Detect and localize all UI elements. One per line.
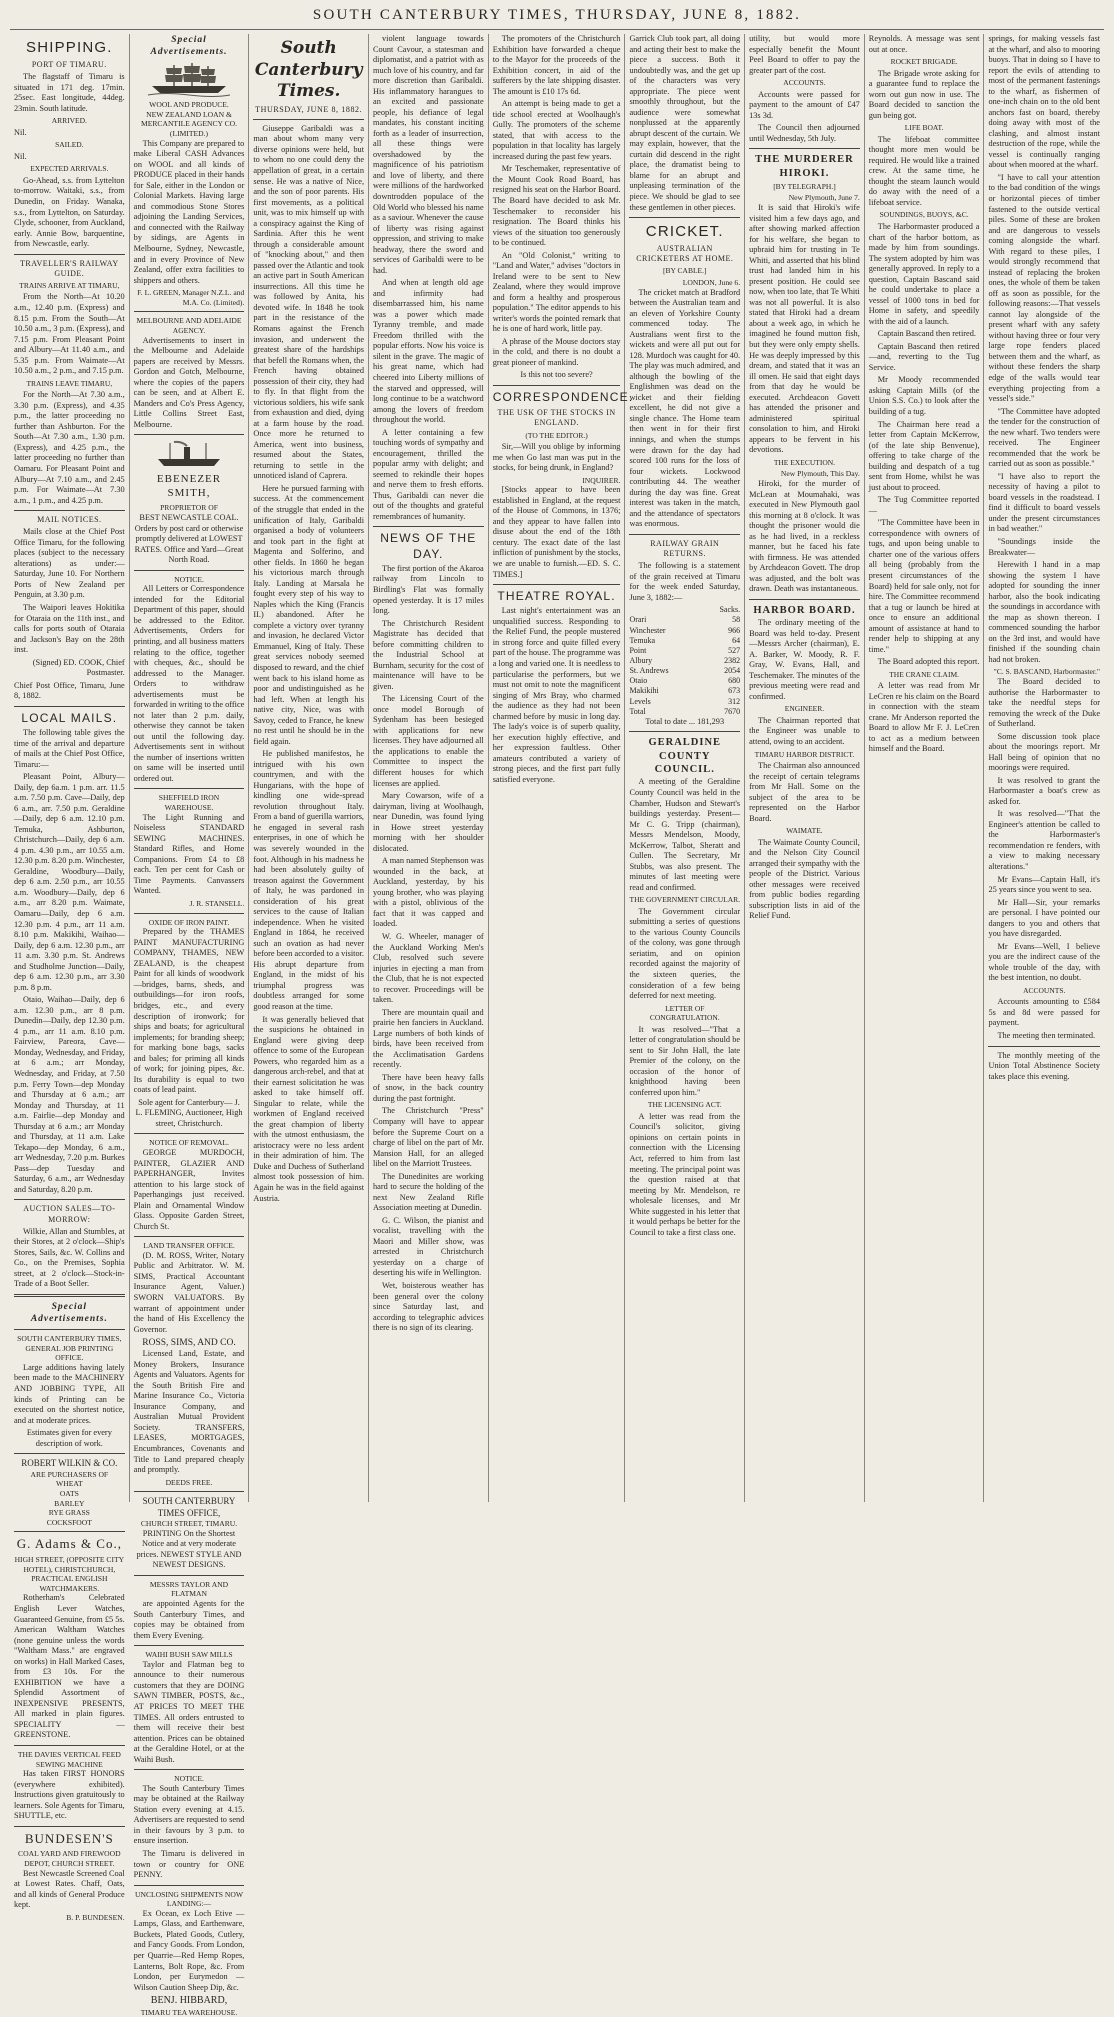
divider xyxy=(14,1826,125,1827)
grain-station: Winchester xyxy=(629,625,666,635)
divider xyxy=(14,1329,125,1330)
cricket-text: The cricket match at Bradford between the Australian team and an eleven of Yorkshire County commenced today. The Australians went first to the wickets and were all put out for 128. Murdoch was caught for 40. The play was much admired, and although the bowling of the Englishmen was dead on the wicket and their fielding excellent, he did not give a single chance. The Home team then went in for their first innings, and when the stumps were drawn for the day had scored 100 runs for the loss of four wickets. Lockwood contributing 44. The weather during the day was fine. Great interest was taken in the match, and the attendance of spectators was enormous. xyxy=(629,287,741,529)
divider xyxy=(749,599,860,600)
tug-committee-text: "The Committee have been in correspondence with owners of tugs, and upon being unable to charter one of the various offers all being (probably from the present circumstances of the Board) held for sale only, not for hire. The Committee recommend that a tug or launch be hired at once to ensure an additional amount of assistance at hand to render help to shipping at any time." xyxy=(868,518,980,654)
ross-sims-sub: DEEDS FREE. xyxy=(165,1477,213,1487)
garibaldi-paragraph: Here he pursued farming with success. At the commencement of the struggle that ended in the unification of Italy, Garibaldi organised a body of volunteers and took part in the fight at Magenta and Solferino, and other fields. In 1860 he began his victorious march through Italy. Landing at Marsala he fought every step of his way to Naples which the King (Francis II.) abandoned. After he complete a victory over tyranny and invasion, he declared Victor Emmanuel, King of Italy. These great services nobody seemed disposed to reward, and the chief went back to his island home as poor and undistinguished as he had left. When at length his native city, Nice, was with Savoy, ceded to France, he knew no rest until he should be in the field again. xyxy=(253,483,365,746)
notice-title: NOTICE. xyxy=(174,574,204,584)
harbor-text-cont: Reynolds. A message was sent out at once. xyxy=(868,34,980,54)
adjourned-text: The Council then adjourned until Wednesday, 5th July. xyxy=(749,123,860,143)
breakwater-title: "Soundings inside the Breakwater— xyxy=(988,536,1100,557)
taylor-text: are appointed Agents for the South Canterbury Times, and copies may be obtained from them Every Evening. xyxy=(133,1599,245,1640)
grain-table-row xyxy=(629,686,740,696)
grain-table-row xyxy=(629,676,740,686)
fenders-resolved: It was resolved—"That the Engineer's attention be called to the Harbormaster's recommendation re fenders, with a view to making necessary alterations." xyxy=(988,809,1100,872)
railway-guide-title: TRAVELLER'S RAILWAY GUIDE. xyxy=(20,258,119,278)
wilkin-item: COCKSFOOT xyxy=(46,1517,92,1527)
bundesen-title: BUNDESEN'S xyxy=(24,1830,114,1846)
column-3 xyxy=(249,34,369,1502)
special-ads-title: Special Advertisements. xyxy=(150,35,228,58)
grain-table xyxy=(629,615,740,706)
news-item: Mr Teschemaker, representative of the Mount Cook Road Board, has resigned his seat on the Harbor Board. The Board have decided to ask Mr. Teschemaker to reconsider his resignation. The Board thinks his views of the situation too generously to be continued. xyxy=(492,164,621,248)
mail-text: Mails close at the Chief Post Office Timaru, for the following places (subject to the necessary alterations) as under:— Saturday, June 10. For Northern Ports of New Zealand per Penguin, at 3.30 p.m. xyxy=(14,527,125,600)
divider xyxy=(629,534,740,535)
murderer-by: [BY TELEGRAPH.] xyxy=(773,181,836,191)
sheffield-text: The Light Running and Noiseless STANDARD SEWING MACHINES. Standard Rifles, and Home Companions. From £4 to £8 each. Ten per cent for Cash or Time Payments. Canvassers Wanted. xyxy=(133,812,245,896)
sheffield-sign: J. R. STANSELL. xyxy=(189,898,245,908)
crane-claim-title: THE CRANE CLAIM. xyxy=(889,669,960,679)
harbor-board-title: HARBOR BOARD. xyxy=(753,604,856,616)
county-text-cont: utility, but would more especially benefit the Mount Peel Board to offer to pay the greater part of the cost. xyxy=(749,34,860,75)
wilkin-item: WHEAT xyxy=(56,1479,83,1489)
grain-station: Albury xyxy=(629,655,653,665)
job-printing-title: SOUTH CANTERBURY TIMES, GENERAL JOB PRINTING OFFICE. xyxy=(17,1333,122,1363)
life-boat-title: LIFE BOAT. xyxy=(904,123,944,133)
arrived-nil: Nil. xyxy=(14,127,27,137)
garibaldi-paragraph: Giuseppe Garibaldi was a man about whom many very diverse opinions were held, but to whom no one could deny the appellation of great, in a certain sense. He was a native of Nice, and the son of poor parents. His first movements, as a political unit, was to mix himself up with a conspiracy against the King of Sardinia. After this he went through a considerable amount of "knocking about," and then passed over the Atlantic and took an active part in South American insurrections. All this time he was followed by Anita, his devoted wife. In 1848 he took part in the resistance of the Romans against the French invasion, and underwent the greatest share of the hardships that befell the Romans when, the French having obtained possession of their city, they had to fly. In that flight from the victorious soldiers, his wife sank from exhaustion and died, dying at a farm house by the road. Once more he returned to America, went into business, resumed about the States, returning to settle in the unnoticed island of Caprera. xyxy=(253,123,365,481)
timaru-district-title: TIMARU HARBOR DISTRICT. xyxy=(754,749,855,759)
wilkin-item: OATS xyxy=(59,1488,79,1498)
nz-loan-text: This Company are prepared to make Liberal CASH Advances on WOOL and all kinds of PRODUCE placed in their hands for Sale, either in the London or Colonial Markets. Having large and commodious Stone Stores adjoining the Landing Services, and connected with the Railway by sidings, are Agents in Melbourne, Sydney, Newcastle, and in every Province of New Zealand, offer extra facilities to shippers and others. xyxy=(133,138,245,285)
waihi-title: WAIHI BUSH SAW MILLS xyxy=(145,1650,233,1660)
divider xyxy=(134,570,245,571)
divider xyxy=(134,1575,245,1576)
bundesen-sign: B. P. BUNDESEN. xyxy=(66,1912,125,1922)
divider xyxy=(134,1236,245,1237)
ebenezer-smith-text: BEST NEWCASTLE COAL. Orders by post card or otherwise promptly delivered at LOWEST RATES. Office and Yard—Great North Road. xyxy=(134,513,244,565)
cricket-by: [BY CABLE.] xyxy=(663,266,707,276)
meeting-terminated: The meeting then terminated. xyxy=(997,1030,1096,1040)
news-item: G. C. Wilson, the pianist and vocalist, travelling with the Maori and Miller show, was arrested in Christchurch yesterday on a charge of deserting his wife in Wellington. xyxy=(373,1215,484,1278)
divider xyxy=(134,913,245,914)
news-item: An attempt is being made to get a tide school erected at Woolhaugh's Gully. The promoters of the scheme stated, that with access to the population in that locality has largely increased during the past few years. xyxy=(492,99,621,161)
taylor-title: MESSRS TAYLOR AND FLATMAN xyxy=(149,1579,229,1599)
grain-station: Levels xyxy=(629,696,651,706)
column-6 xyxy=(625,34,745,1502)
railway-returns-intro: The following is a statement of the grain received at Timaru for the week ended Saturday, June 3, 1882:— xyxy=(629,561,741,602)
land-transfer-text: (D. M. ROSS, Writer, Notary Public and Arbitrator. W. M. SIMS, Practical Accountant Insurance Agent, Valuer.) SWORN VALUATORS. By warrant of appointment under the hand of His Excellency the Governor. xyxy=(133,1250,245,1334)
county-council-title: GERALDINE COUNTY COUNCIL. xyxy=(648,737,722,776)
crane-claim-text: A letter was read from Mr LeCren re his claim on the Board in connection with the steam crane. Mr Anderson reported the Board to allow Mr F. J. LeCren to act as a medium between himself and the Board. xyxy=(868,681,980,754)
news-item: The Licensing Court of the once model Borough of Sydenham has been besieged with applications for new licenses. They have adjourned all the applications to enable the Committee to inspect the different houses for which licenses are applied. xyxy=(373,694,484,788)
grain-sacks: 312 xyxy=(728,696,741,706)
grain-sacks: 2054 xyxy=(724,666,741,676)
news-of-the-day-title: NEWS OF THE DAY. xyxy=(380,531,477,561)
local-text: Pleasant Point, Albury—Daily, dep 6a.m. 1 p.m. arr. 11.5 a.m. 7.50 p.m. Cave—Daily, dep 6 a.m., arr. 7.50 p.m. Geraldine—Daily, dep 6 a.m. 12.10 p.m. Temuka, Ashburton, Christchurch—Daily, dep 6 a.m. 4 p.m. 4.30 p.m., arr 10.55 a.m. 12.30 p.m. 8.20 p.m. Winchester, Geraldine, Woodbury—Daily, dep 6 a.m. 2.50 p.m., arr 10.55 a.m. Woodbury—Daily, dep 6 a.m., arr 8.20 p.m. Waimate, Oamaru—Daily, dep 6 a.m. 12.30 p.m. 4 p.m., arr 11 a.m. 8.10 p.m. Makikihi, Waihao—Daily, dep 6 a.m. 12.30 p.m., arr 11 a.m. 3.30 p.m. St. Andrews and Studholme Junction—Daily, dep 6 a.m. 12.30 p.m., arr 3.30 p.m. 8 p.m. xyxy=(14,772,125,992)
divider xyxy=(134,1133,245,1134)
nz-loan-title: NEW ZEALAND LOAN & MERCANTILE AGENCY CO. (LIMITED.) xyxy=(140,109,238,139)
divider xyxy=(14,510,125,511)
column-8 xyxy=(865,34,985,1502)
wool-title: WOOL AND PRODUCE. xyxy=(149,100,229,110)
execution-place: New Plymouth, This Day. xyxy=(780,469,860,479)
column-1 xyxy=(10,34,130,1922)
sailed-nil: Nil. xyxy=(14,151,27,161)
grain-station: Point xyxy=(629,645,647,655)
grain-station: Temuka xyxy=(629,635,656,645)
columns xyxy=(10,34,1104,2017)
divider xyxy=(14,1531,125,1532)
special-ads-title: Special Advertisements. xyxy=(30,1301,108,1324)
bundesen-text: Best Newcastle Screened Coal at Lowest Rates. Chaff, Oats, and all kinds of General Produce kept. xyxy=(14,1868,125,1910)
evans-remark: Mr Evans—Captain Hall, it's 25 years since you went to sea. xyxy=(988,874,1100,895)
county-council-text: A meeting of the Geraldine County Council was held in the Chamber, Hudson and Stewart's buildings yesterday. Present—Mr C. G. Tripp (chairman), Messrs Mendelson, Moody, McKerrow, Talbot, Sheratt and Cullen. The Secretary, Mr Stubbs, was also present. The minutes of last meeting were read and confirmed. xyxy=(629,777,741,892)
tug-service: Captain Bascand then retired—and, reverting to the Tug Service. xyxy=(868,341,980,372)
grain-station: St. Andrews xyxy=(629,666,669,676)
union-society-notice: The monthly meeting of the Union Total Abstinence Society takes place this evening. xyxy=(988,1050,1100,1081)
correspondence-to: (TO THE EDITOR.) xyxy=(525,430,588,440)
news-item: The Dunedinites are working hard to secure the holding of the next New Zealand Rifle Association meeting at Dunedin. xyxy=(373,1171,484,1213)
divider xyxy=(988,1046,1100,1047)
oxide-sign: Sole agent for Canterbury— J. L. FLEMING, Auctioneer, High street, Christchurch. xyxy=(135,1097,243,1128)
divider xyxy=(493,584,621,585)
harbormaster-report: "I have to call your attention to the bad condition of the wings or horizontal pieces of timber fastened to the outside vertical piles. Some of these are broken and are dangerous to vessels coming alongside the wharf. With regard to these piles, I would strongly recommend that instead of replacing the broken ones, the whole of them be taken off as soon as possible, for the following reasons:—That vessels cannot lay alongside of the present wharf with any safety without having three or four very large rope fenders placed between them and the wharf, as without these fenders the sharp edge of the walls would tear everything projecting from a vessel's side." xyxy=(988,172,1100,404)
murderer-place: New Plymouth, June 7. xyxy=(788,193,860,203)
news-item: W. G. Wheeler, manager of the Auckland Working Men's Club, resolved such severe injuries in ejecting a man from the Club, that he is not expected to recover. Proceedings will be taken. xyxy=(373,931,484,1005)
letter-title: LETTER OF CONGRATULATION. xyxy=(649,1003,720,1023)
grain-table-row xyxy=(629,646,740,656)
accounts-text: Accounts were passed for payment to the amount of £47 13s 3d. xyxy=(749,89,860,120)
adams-title: G. Adams & Co., xyxy=(16,1536,122,1552)
boat-crew-resolved: It was resolved to grant the Harbormaster a boat's crew as asked for. xyxy=(988,775,1100,806)
garibaldi-paragraph: He published manifestos, he intrigued with his own countrymen, and with the Hungarians, with the hope of kindling one wide-spread revolution throughout Italy. From a band of guerilla warriors, he engaged in several rash enterprises, in one of which he was severely wounded in the foot. Although in his madness he had been absolutely guilty of treason against the Government of Italy, he was pardoned in consideration of his great services to the cause of Italian independence. When he visited England in 1864, he received such an ovation as had never before been accorded to a visitor. His abrupt departure from England, in the midst of his triumphal progress was doubtless arranged for some good reason at the time. xyxy=(253,749,365,1011)
port-intro: The flagstaff of Timaru is situated in 171 deg. 17min. 25sec. East longitude, 44deg. 23min. South latitude. xyxy=(14,72,125,113)
ebenezer-smith-title: EBENEZER SMITH, xyxy=(156,473,222,500)
bundesen-sub: COAL YARD AND FIREWOOD DEPOT, CHURCH STREET. xyxy=(18,1849,121,1868)
divider xyxy=(749,148,860,149)
shipments-text: Ex Ocean, ex Loch Etive — Lamps, Glass, and Earthenware, Buckets, Plated Goods, Cutlery, and Fancy Goods. From London, per Quarrie—Red Hemp Ropes, Lanterns, Bolt Rope, &c. From London, per Eurymedon — Wilson Caution Sheep Dip, &c. xyxy=(133,1908,245,1992)
breakwater-text: Herewith I hand in a map showing the system I have adopted for sounding the inner harbor, also the book indicating the soundings in accordance with the map as shown thereon. I commenced sounding the harbor on the 3rd inst, and would have finished if the sounding chain had not broken. xyxy=(988,560,1100,664)
expected-text: Go-Ahead, s.s. from Lyttelton to-morrow. Waitaki, s.s., from Dunedin, on Friday. Wanaka, s.s., from Lyttelton, on Saturday. Clyde, schooner, from Auckland, early. Annie Bow, barquentine, from Newcastle, early. xyxy=(14,175,125,249)
oxide-title: OXIDE OF IRON PAINT. xyxy=(148,917,230,927)
trains-leave-text: For the North—At 7.30 a.m., 3.30 p.m. (Express), and 4.35 p.m., the latter proceeding no further than Ashburton. For the South—At 7.30 a.m., 1.30 p.m. (Express), and 4.25 p.m., the latter proceeding no further than Oamaru. For Pleasant Point and Albury—At 7.10 a.m., and 2.45 p.m. For Waimate—At 7.30 a.m., 1 p.m., and 4.25 p.m. xyxy=(14,390,125,505)
engineer-title: ENGINEER. xyxy=(784,704,825,714)
rocket-brigade-title: ROCKET BRIGADE. xyxy=(890,57,958,67)
grain-station: Otaio xyxy=(629,676,648,686)
cricket-title: CRICKET. xyxy=(645,223,724,241)
divider xyxy=(493,385,621,386)
harbormaster-sign: "C. S. BASCAND, Harbormaster." xyxy=(993,667,1100,677)
mail-notices-title: MAIL NOTICES. xyxy=(37,515,102,525)
divider xyxy=(14,706,125,707)
port-title: PORT OF TIMARU. xyxy=(31,60,107,70)
sheffield-title: SHEFFIELD IRON WAREHOUSE. xyxy=(158,793,220,813)
trains-leave-title: TRAINS LEAVE TIMARU, xyxy=(26,378,113,388)
grain-table-row xyxy=(629,656,740,666)
local-intro: The following table gives the time of the arrival and departure of mails at the Chief Post Office, Timaru:— xyxy=(14,727,125,769)
wreck-authorised: The Board decided to authorise the Harbormaster to take the needful steps for removing the wreck of the Duke of Sutherland. xyxy=(988,676,1100,729)
divider xyxy=(14,1745,125,1746)
divider xyxy=(134,1885,245,1886)
divider xyxy=(134,788,245,789)
wilkin-item: BARLEY xyxy=(54,1498,85,1508)
divider xyxy=(134,434,245,435)
grain-total-row xyxy=(629,707,740,717)
execution-title: THE EXECUTION. xyxy=(773,457,836,467)
wilkin-title: ROBERT WILKIN & CO. xyxy=(21,1458,118,1469)
notice-2-text-2: The Timaru is delivered in town or country for ONE PENNY. xyxy=(133,1849,245,1880)
chairman-letter: The Chairman here read a letter from Captain McKerrow, (of the late ship Benvenue), offering to take charge of the building and despatch of a tug sent from Home, whilst he was just about to proceed. xyxy=(868,419,980,492)
sailing-ship-icon xyxy=(144,62,234,96)
grain-sacks: 527 xyxy=(728,645,741,655)
column-4 xyxy=(369,34,489,1502)
murderer-title: THE MURDERER HIROKI. xyxy=(755,154,854,179)
column-2 xyxy=(130,34,250,2017)
divider xyxy=(134,1645,245,1646)
melbourne-text: Advertisements to insert in the Melbourne and Adelaide papers are received by Messrs. Gordon and Gotch, Melbourne, where the copies of the papers can be seen, and at Albert E. Manders and Co's Press Agency, Little Collins Street East, Melbourne. xyxy=(133,335,245,429)
davies-title: THE DAVIES VERTICAL FEED SEWING MACHINE xyxy=(17,1749,121,1769)
news-item: Mary Cowarson, wife of a dairyman, living at Woolhaugh, near Dunedin, was found lying in Howe street yesterday morning with her shoulder dislocated. xyxy=(373,791,484,853)
sct-office-title: SOUTH CANTERBURY TIMES OFFICE, xyxy=(142,1496,236,1518)
accounts-title: ACCOUNTS. xyxy=(1023,985,1066,995)
hibbard-sub: TIMARU TEA WAREHOUSE. xyxy=(140,2007,238,2017)
rocket-brigade-text: The Brigade wrote asking for a guarantee fund to replace the worn out gun now in use. The Board decided to sanction the gun being got. xyxy=(868,68,980,120)
grain-table-row xyxy=(629,697,740,707)
theatre-text-cont: Garrick Club took part, all doing and acting their best to make the piece a success. Both it undoubtedly was, and the get up of the characters was very appropriate. The piece went smoothly throughout, but the audience were somewhat nonplussed at the apparently abrupt descent of the curtain. We may explain, however, that the curtain did descend in the right place, the dramatist being to blame for an abrupt and unpleasing termination of the piece. We should be glad to see these gentlemen in other pieces. xyxy=(629,34,741,212)
grain-sacks: 64 xyxy=(732,635,741,645)
ebenezer-smith-sub: PROPRIETOR OF xyxy=(160,503,218,513)
paper-date: THURSDAY, JUNE 8, 1882. xyxy=(255,104,363,114)
trains-arrive-text: From the North—At 10.20 a.m., 12.40 p.m. (Express) and 8.15 p.m. From the South—At 10.50 a.m., 3 p.m. (Express), and 7.15 p.m. From Pleasant Point and Albury—At 11.40 a.m., and 5.35 p.m. From Waimate—At 10.50 a.m., 2 p.m., and 7.15 p.m. xyxy=(14,292,125,376)
expected-heading: EXPECTED ARRIVALS. xyxy=(30,164,109,174)
correspondence-reply: [Stocks appear to have been established in England, at the request of the House of Commons, in 1376; and they appear to have fallen into disuse about the end of the 18th century. The exact date of the last infliction of punishment by the stocks, we are unable to furnish.—ED. S. C. TIMES.] xyxy=(492,485,621,579)
grain-sacks: 673 xyxy=(728,686,741,696)
cricket-place: LONDON, June 6. xyxy=(682,277,741,287)
grain-grand-total: Total to date ... 181,293 xyxy=(645,716,725,726)
column-5 xyxy=(489,34,634,1502)
divider xyxy=(134,1769,245,1770)
soundings-text: The Harbormaster produced a chart of the harbor bottom, as made by him from soundings. The system adopted by him was generally approved. In reply to a question, Captain Bascand said he could undertake to place a vessel of 1000 tons in bed for Home in safety, and speedily with the aid of a launch. xyxy=(868,221,980,326)
mail-sign-2: Chief Post Office, Timaru, June 8, 1882. xyxy=(14,680,125,701)
divider xyxy=(253,119,364,120)
news-item: The Christchurch "Press" Company will have to appear before the Supreme Court on a charge of libel on the part of Mr. Mansion Hall, for an alleged libel on the Marriott Trustees. xyxy=(373,1106,484,1169)
correspondence-text: Sir,—Will you oblige by informing me when Go last man was put in the stocks, for being drunk, in England? xyxy=(492,442,621,473)
column-7 xyxy=(745,34,865,1502)
local-mails-title: LOCAL MAILS. xyxy=(21,710,118,725)
grain-table-row xyxy=(629,615,740,625)
auction-text: Wilkie, Allan and Stumbles, at their Stores, at 2 o'clock—Ship's Stores, Sails, &c. W. Collins and Co., on the Premises, Sophia street, at 2 o'clock—Stock-in-Trade of a Boot Seller. xyxy=(14,1226,125,1289)
steamship-icon xyxy=(154,439,224,469)
gov-circular-text: The Government circular submitting a series of questions to the various County Councils of the colony, was gone through seriatim, and on opinion recorded against the majority of the sixteen queries, the consideration of a few being deferred for next meeting. xyxy=(629,906,741,1001)
grain-station: Orari xyxy=(629,615,647,625)
arrived-heading: ARRIVED. xyxy=(51,116,87,126)
grain-table-unit: Sacks. xyxy=(719,605,741,615)
land-transfer-title: LAND TRANSFER OFFICE. xyxy=(143,1241,235,1251)
railway-returns-title: RAILWAY GRAIN RETURNS. xyxy=(650,538,720,558)
correspondence-subtitle: THE USK OF THE STOCKS IN ENGLAND. xyxy=(497,408,616,428)
grain-station: Makikihi xyxy=(629,686,659,696)
shipping-title: SHIPPING. xyxy=(26,39,113,56)
news-item: There are mountain quail and prairie hen fanciers in Auckland. Large numbers of both kinds of birds, have been received from the Acclimatisation Gardens recently. xyxy=(373,1007,484,1070)
job-printing-text: Large additions having lately been made to the MACHINERY AND JOBBING TYPE, All kinds of Printing can be executed on the shortest notice, and at moderate prices. xyxy=(14,1362,125,1425)
harbormaster-report: "The Committee have adopted the tender for the construction of the new wharf. Two tenders were received. The Engineer recommended that the work be carried out as soon as possible." xyxy=(988,406,1100,469)
news-item: The first portion of the Akaroa railway from Lincoln to Birdling's Flat was formally opened yesterday. It is 17 miles long. xyxy=(373,563,484,616)
grain-table-row xyxy=(629,626,740,636)
waimate-text: The Waimate County Council, and the Nelson City Council arranged their sympathy with the people of the District. Various other messages were received from public bodies regarding subscription lists in aid of the Relief Fund. xyxy=(749,837,860,921)
adams-text: HIGH STREET, (OPPOSITE CITY HOTEL), CHRISTCHURCH, PRACTICAL ENGLISH WATCHMAKERS. xyxy=(14,1554,125,1593)
grain-sacks: 2382 xyxy=(724,655,741,665)
mail-signed: (Signed) ED. COOK, Chief Postmaster. xyxy=(32,657,125,678)
melbourne-title: MELBOURNE AND ADELAIDE AGENCY. xyxy=(136,316,242,336)
harbormaster-report: "I have also to report the necessity of having a pilot to board vessels in the roadstead. I find it difficult to board vessels under the present circumstances in bad weather." xyxy=(988,471,1100,534)
accounts-title: ACCOUNTS. xyxy=(783,78,826,88)
harbor-board-text: The ordinary meeting of the Board was held to-day. Present—Messrs Archer (chairman), E. A. Barker, W. Moody, R. F. Gray, W. Evans, Hall, and Teschemaker. The minutes of the previous meeting were read and confirmed. xyxy=(749,618,860,701)
garibaldi-paragraph: And when at length old age and infirmity had disembarrassed him, his name was a power which made Tyranny tremble, and made Freedom thrilled with the popular efforts. Now his voice is silent in the grave. The magic of his great name, which had cheered into Liberty millions of the starved and oppressed, will long continue to be a watchword among the lovers of freedom throughout the world. xyxy=(373,278,484,425)
divider xyxy=(629,731,740,732)
divider xyxy=(14,1453,125,1454)
grain-table-row xyxy=(629,666,740,676)
engineer-text: The Chairman reported that the Engineer was unable to attend, owing to an accident. xyxy=(749,715,860,747)
grain-sacks: 680 xyxy=(728,676,741,686)
tug-committee-title: The Tug Committee reported — xyxy=(868,495,980,515)
notice-2-text: The South Canterbury Times may be obtained at the Railway Station every evening at 4.15. Advertisers are requested to send in their favours by 3 p.m. to ensure insertion. xyxy=(133,1783,245,1846)
shipments-title: UNCLOSING SHIPMENTS NOW LANDING:— xyxy=(135,1889,244,1909)
bascand-retired: Captain Bascand then retired. xyxy=(877,329,976,339)
soundings-title: SOUNDINGS, BUOYS, &C. xyxy=(879,210,969,220)
moorings-discussion: Some discussion took place about the moorings report. Mr Hall being of opinion that no moorings were required. xyxy=(988,731,1100,773)
waimate-title: WAIMATE. xyxy=(786,826,823,836)
divider xyxy=(134,1491,245,1492)
paper-nameplate: South Canterbury Times. xyxy=(254,38,363,102)
mail-text-2: The Waipori leaves Hokitika for Otaraia on the 11th inst., and calls for ports south of Otaraia and Jackson's Bay on the 28th inst. xyxy=(14,602,125,655)
news-item: A man named Stephenson was wounded in the back, at Auckland, yesterday, by his young brother, who was playing with a pistol, oblivious of the fact that it was capped and loaded. xyxy=(373,856,484,929)
grain-total-value: 7670 xyxy=(724,706,741,716)
removal-title: NOTICE OF REMOVAL. xyxy=(149,1138,229,1148)
harbormaster-report: springs, for making vessels fast at the wharf, and also to mooring buoys. That in doing so I have to report the evils of attending to most of the permanent fastenings to the wharf, as fishermen of one-inch chain on to the old bent anchors fast on board, thereby doing away with most of the clashing, and almost instant destruction of the rope, while the vessel is continually ranging about when moored at the wharf. xyxy=(988,34,1100,170)
divider xyxy=(14,1199,125,1200)
theatre-royal-title: THEATRE ROYAL. xyxy=(497,589,616,604)
moody-recommend: Mr Moody recommended asking Captain Mills (of the Union S.S. Co.) to look after the building of a tug. xyxy=(868,375,980,417)
grain-total-label: Total xyxy=(629,706,646,716)
waihi-text: Taylor and Flatman beg to announce to their numerous customers that they are DOING SAWN TIMBER, POSTS, &c., AT PRICES TO MEET THE TIMES. All orders entrusted to them will receive their best attention. Prices can be obtained at the Geraldine Hotel, or at the Waihi Bush. xyxy=(133,1659,245,1764)
evans-remark-2: Mr Evans—Well, I believe you are the indirect cause of the whole trouble of the day, with the best intention, no doubt. xyxy=(988,941,1100,983)
cricket-subtitle: AUSTRALIAN CRICKETERS AT HOME. xyxy=(636,244,734,264)
ross-sims-text: Licensed Land, Estate, and Money Brokers, Insurance Agents and Valuators. Agents for the South British Fire and Marine Insurance Co., Victoria Insurance Company, and Australian Mutual Provident Society. TRANSFERS, LEASES, MORTGAGES, Encumbrances, Covenants and Title to Land prepared cheaply and promptly. xyxy=(133,1349,245,1475)
sailed-heading: SAILED. xyxy=(55,140,84,150)
sct-office-text: PRINTING On the Shortest Notice and at very moderate prices. NEWEST STYLE AND NEWEST DESIGNS. xyxy=(136,1528,242,1570)
wilkin-item: RYE GRASS xyxy=(48,1508,90,1518)
garibaldi-paragraph: It was generally believed that the suspicions he obtained in England were giving deep offence to some of the European Powers, who regarded him as a dangerous arch-rebel, and that at their earnest solicitation he was asked to take himself off. Singular to relate, while the workmen of England received the great champion of liberty with the utmost enthusiasm, the aristocracy were no less ardent in their admiration of him. The Duke and Duchess of Sutherland almost took possession of him. Again he was in the field against Austria. xyxy=(253,1014,365,1203)
nz-loan-sign: F. L. GREEN, Manager N.Z.L. and M.A. Co. (Limited). xyxy=(137,288,245,307)
masthead: SOUTH CANTERBURY TIMES, THURSDAY, JUNE 8, 1882. xyxy=(10,6,1104,30)
local-text-2: Otaio, Waihao—Daily, dep 6 a.m. 12.30 p.m., arr 8 p.m. Dunedin—Daily, dep 12.30 p.m. 4 p.m., arr 11 a.m. 8.10 p.m. Fairview, Pareora, Cave—Monday, Wednesday, and Friday, at 6 a.m.; arr Monday, Wednesday, and Friday, at 7.50 p.m. Ferry Town—dep Monday and Thursday at 6 a.m.; arr Monday and Thursday, at 11 a.m. Fairlie—dep Monday and Thursday at 6 a.m.; arr Monday and Thursday, at 11 a.m. Lake Tekapo—dep Monday, 6 a.m., arr Wednesday, 7.20 p.m. Burkes Pass—dep Tuesday and Saturday, 6 a.m., arr Wednesday and Saturday, 8.20 p.m. xyxy=(14,995,125,1194)
garibaldi-paragraph: A letter containing a few touching words of sympathy and encouragement, thrilled the popular army with delight; and seemed to rekindle their hopes and nerve them to fresh efforts. Thus, Garibaldi can never die out of the thoughts and grateful remembrances of humanity. xyxy=(373,427,484,521)
notice-text: All Letters or Correspondence intended for the Editorial Department of this paper, should be addressed to the Editor. Advertisements, Orders for printing, and all business matters relating to the office, together with cheques, &c., should be addressed to the Manager. Orders to withdraw advertisements must be forwarded in writing to the office not later than 2 p.m. daily, otherwise they cannot be taken out until the following day. Advertisements sent in without the number of insertions written on same will be inserted until ordered out. xyxy=(133,584,245,783)
notice-2-title: NOTICE. xyxy=(174,1774,204,1784)
board-adopted: The Board adopted this report. xyxy=(877,657,980,667)
licensing-title: THE LICENSING ACT. xyxy=(647,1100,722,1110)
column-9 xyxy=(984,34,1104,1502)
theatre-text: Last night's entertainment was an unqualified success. Responding to the Relief Fund, the people mustered in strong force and quite filled every part of the house. The programme was a long and varied one. It is needless to particularise the performers, but we must not omit to note the magnificent singing of Mrs Bray, who charmed the audience as they had not been charmed before by music in long day. The lady's voice is of superb quality, her execution highly effective, and her expression faultless. Other amateurs contributed a variety of strong pieces, and the first part fully satisfied everyone. xyxy=(492,606,621,784)
divider xyxy=(14,254,125,255)
adams-text-2: Rotherham's Celebrated English Lever Watches, Guaranteed Genuine, from £5 5s. American Waltham Watches (none genuine unless the words "Waltham Mass." are engraved on works) in Hall Marked Cases, from £3 10s. For the EXHIBITION we have a Splendid Assortment of INEXPENSIVE PRESENTS, All marked in plain figures. SPECIALITY — GREENSTONE. xyxy=(14,1593,125,1740)
job-printing-estimates: Estimates given for every description of work. xyxy=(26,1428,112,1448)
grain-sacks: 58 xyxy=(732,615,741,625)
murderer-text: It is said that Hiroki's wife visited him a few days ago, and after showing marked affection for his welfare, she began to upbraid him for trusting in Te Whiti, and asserted that his blind trust had landed him in his present position. He could see now, when too late, that Te Whiti was not all powerful. It is also stated that Hiroki had a dream about a week ago, in which he imagined he found mutton fish, but they were only empty shells. He was deeply impressed by this dream, and stated that it was an ill omen. He said that eight days from that day he would be executed. Archdeacon Govett has attended the prisoner and administered spiritual consolation to him, and Hiroki appears to be fervent in his devotions. xyxy=(749,203,860,455)
grain-sacks: 966 xyxy=(728,625,741,635)
accounts-text: Accounts amounting to £584 5s and 8d were passed for payment. xyxy=(988,997,1100,1028)
licensing-text: A letter was read from the Council's solicitor, giving opinions on certain points in connection with the Licensing Act, referred to him from last meeting. The principal point was the question raised at that meeting by Mr. Mendelson, re wholesale licenses, and Mr White suggested in his letter that it would perhaps be better for the Council to take a first class one. xyxy=(629,1111,741,1237)
divider xyxy=(134,311,245,312)
divider xyxy=(373,526,484,527)
life-boat-text: The lifeboat committee thought more men would be required. He would like a trained crew. At the same time, he thought the steam launch would do away with the need of a lifeboat service. xyxy=(868,134,980,207)
news-item: An "Old Colonist," writing to "Land and Water," advises "doctors in Ireland were to be sent to New Zealand, where they would improve and form a healthy and prosperous population." The editor appends to his writer's words the pointed remark that he is one of hard work, little pay. xyxy=(492,250,621,334)
news-item: The Christchurch Resident Magistrate has decided that before committing children to the Industrial School at Burnham, security for the cost of maintenance will have to be given. xyxy=(373,618,484,691)
oxide-text: Prepared by the THAMES PAINT MANUFACTURING COMPANY, THAMES, NEW ZEALAND, is the cheapest Paint for all kinds of woodwork—bridges, barns, sheds, and outbuildings—for iron roofs, bridges, etc., and every description of ironwork; for ships and boats; for agricultural implements; for branding sheep; for marking bone bags, sacks and bales; for priming all kinds of work; for joining pipes, &c. Its durability is equal to two coats of lead paint. xyxy=(133,927,245,1095)
correspondence-title: CORRESPONDENCE. xyxy=(492,390,634,404)
correspondence-sign: INQUIRER. xyxy=(582,475,621,485)
hibbard-title: BENJ. HIBBARD, xyxy=(150,1995,228,2007)
news-item: The promoters of the Christchurch Exhibition have forwarded a cheque to the Mayor for the proceeds of the Exhibition concert, in aid of the sufferers by the late shipping disaster. The amount is £10 17s 6d. xyxy=(492,34,621,96)
grain-table-header xyxy=(629,605,740,615)
news-item: A phrase of the Mouse doctors stay in the cold, and there is no doubt a great pioneer of mankind. xyxy=(492,336,621,367)
ross-sims-title: ROSS, SIMS, AND CO. xyxy=(142,1338,236,1349)
hall-remark: Mr Hall—Sir, your remarks are personal. I have pointed our dangers to you and others that you have disregarded. xyxy=(988,897,1100,939)
sct-office-sub: CHURCH STREET, TIMARU. xyxy=(140,1519,238,1529)
removal-text: GEORGE MURDOCH, PAINTER, GLAZIER AND PAPERHANGER, Invites attention to his large stock of Paperhangings just received. Plain and Ornamental Window Glass. Opposite Garden Street, Church St. xyxy=(133,1147,245,1231)
news-aside: Is this not too severe? xyxy=(520,370,593,380)
news-item: There have been heavy falls of snow, in the back country during the past fortnight. xyxy=(373,1072,484,1103)
wilkin-sub: ARE PURCHASERS OF xyxy=(30,1469,109,1479)
news-item: Wet, boisterous weather has been general over the colony since Saturday last, and according to telegraphic advices there is no sign of its clearing. xyxy=(373,1280,484,1333)
davies-text: Has taken FIRST HONORS (everywhere exhibited). Instructions given gratuitously to learners. Sole Agents for Timaru, SHUTTLE, etc. xyxy=(14,1769,125,1821)
gov-circular-title: THE GOVERNMENT CIRCULAR. xyxy=(629,895,741,905)
garibaldi-paragraph: violent language towards Count Cavour, a statesman and diplomatist, and a patriot with as much love of his country, and far more discretion than Garibaldi. His inflammatory harangues to an excited and passionate people, his defiance of legal mandates, his constant inciting forth as a leader of insurrection, all these things were overshadowed by the magnificence of his patriotism and love of liberty, and there were millions of the hardworked downtrodden populace of the Old World who blessed his name as a saviour. Whenever the cause of liberty was rising against oppression, and striving to make headway, there the sword and services of Garibaldi were to be had. xyxy=(373,34,484,275)
grain-table-row xyxy=(629,636,740,646)
trains-arrive-title: TRAINS ARRIVE AT TIMARU, xyxy=(19,280,120,290)
auction-title: AUCTION SALES—TO-MORROW: xyxy=(23,1204,116,1224)
divider xyxy=(629,217,740,218)
execution-text: Hiroki, for the murder of McLean at Moumahaki, was executed in New Plymouth gaol this morning at 8 o'clock. It was thought the prisoner would die as he had lived, in a reckless manner, but he faced his fate with firmness. He was attended by Archdeacon Govett. The drop was adjusted, and the bolt was drawn. Death was instantaneous. xyxy=(749,479,860,594)
divider xyxy=(14,1294,125,1297)
letter-text: It was resolved—"That a letter of congratulation should be sent to Sir John Hall, the late Premier of the colony, on the occasion of the honor of knighthood having been conferred upon him." xyxy=(629,1024,741,1097)
timaru-district-text: The Chairman also announced the receipt of certain telegrams from Mr Hall. Some on the subject of the area to be represented on the Harbor Board. xyxy=(749,761,860,823)
